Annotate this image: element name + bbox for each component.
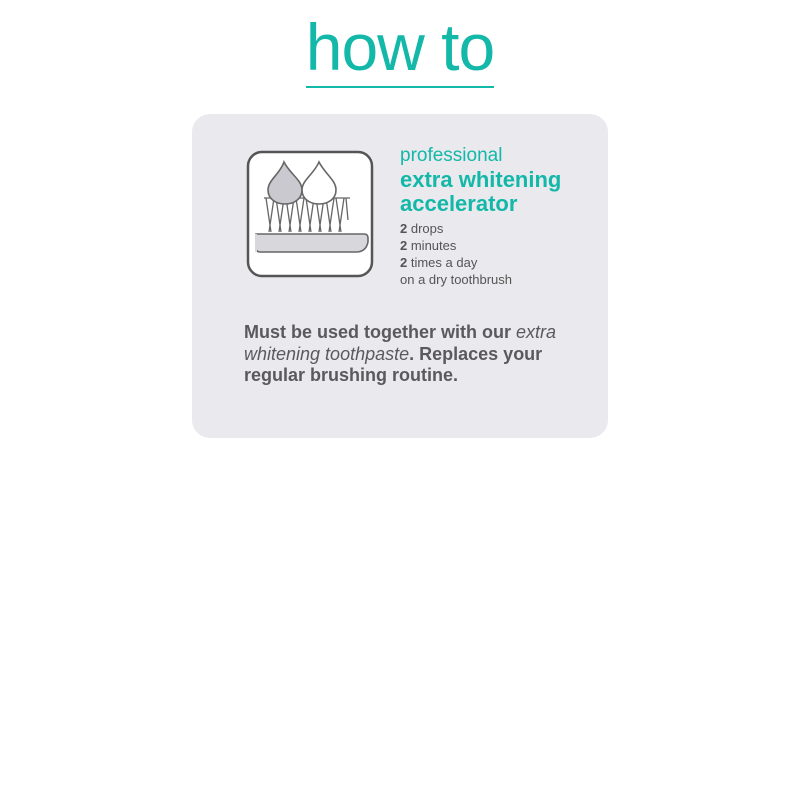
toothbrush-with-drops-icon	[246, 150, 374, 278]
instructions-card	[192, 114, 608, 438]
heading-line-1: professional	[400, 145, 503, 166]
step-minutes: 2 minutes	[400, 238, 457, 253]
step-toothbrush: on a dry toothbrush	[400, 272, 513, 287]
usage-steps	[400, 220, 512, 288]
product-heading	[400, 144, 561, 216]
toothpaste-name: extra whitening toothpaste	[244, 322, 557, 364]
heading-line-3: accelerator	[400, 191, 518, 216]
heading-line-2: extra whitening	[400, 167, 562, 192]
title-wrap	[0, 8, 800, 88]
page-title: how to	[306, 8, 494, 88]
usage-note: Must be used together with our extra whitening toothpaste. Replaces your regular brushing routine.	[244, 322, 557, 385]
step-drops: 2 drops	[400, 221, 444, 236]
step-times: 2 times a day	[400, 255, 478, 270]
